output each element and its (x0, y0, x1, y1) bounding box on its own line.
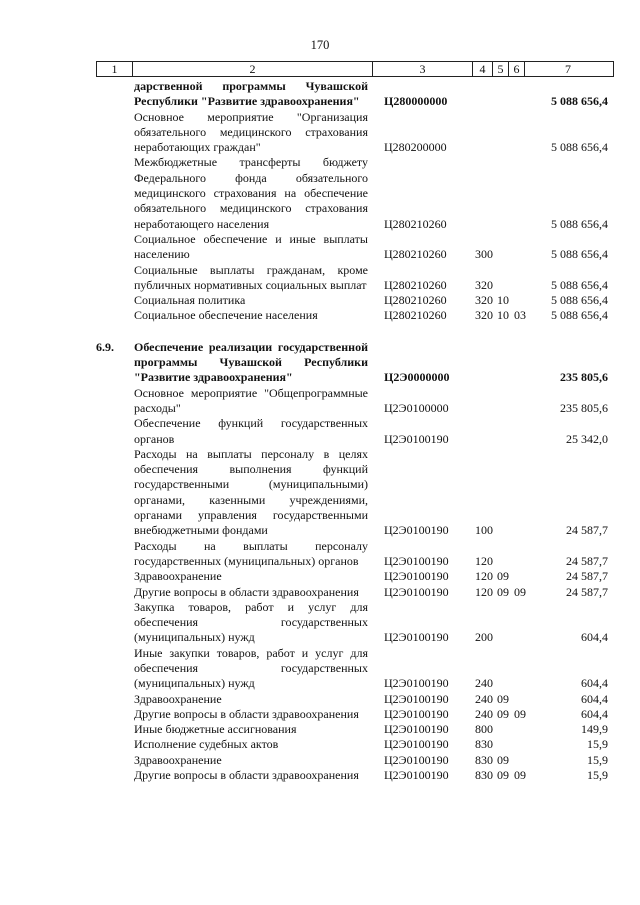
row-description: Расходы на выплаты персоналу в целях обеспечения выполнения функций государственными (муниципальными) органами, казенными учреждениями, органами управления государственными внебюджетными фондами (134, 446, 368, 538)
row-code: Ц2Э0100190 (384, 752, 449, 767)
row-sum: 235 805,6 (560, 400, 608, 415)
row-code: Ц280000000 (384, 94, 448, 109)
row-sum: 5 088 656,4 (551, 94, 608, 109)
table-row (0, 293, 640, 308)
row-description: Закупка товаров, работ и услуг для обеспечения государственных (муниципальных) нужд (134, 599, 368, 645)
header-col-5: 5 (493, 62, 509, 76)
budget-table (0, 79, 640, 783)
table-row (0, 539, 640, 570)
row-code: Ц280210260 (384, 247, 447, 262)
row-code: Ц2Э0100190 (384, 431, 449, 446)
row-vr: 320 (475, 277, 493, 292)
row-code: Ц280210260 (384, 308, 447, 323)
row-sum: 5 088 656,4 (551, 277, 608, 292)
table-row (0, 600, 640, 646)
row-sum: 604,4 (581, 630, 608, 645)
row-description: Обеспечение реализации государственной программы Чувашской Республики "Развитие здравоохранения" (134, 339, 368, 385)
table-row (0, 340, 640, 386)
row-vr: 830 (475, 737, 493, 752)
header-col-6: 6 (509, 62, 525, 76)
row-vr: 240 (475, 676, 493, 691)
row-code: Ц280200000 (384, 140, 447, 155)
table-row (0, 308, 640, 323)
table-row (0, 79, 640, 110)
row-code: Ц2Э0100190 (384, 691, 449, 706)
row-sum: 149,9 (581, 722, 608, 737)
row-sum: 5 088 656,4 (551, 216, 608, 231)
table-row (0, 110, 640, 156)
row-code: Ц2Э0100190 (384, 553, 449, 568)
row-rz: 10 (497, 308, 509, 323)
row-rz: 09 (497, 691, 509, 706)
row-code: Ц2Э0000000 (384, 370, 450, 385)
row-description: Основное мероприятие "Общепрограммные расходы" (134, 385, 368, 415)
table-row (0, 753, 640, 768)
table-row (0, 707, 640, 722)
row-sum: 24 587,7 (566, 523, 608, 538)
row-code: Ц280210260 (384, 277, 447, 292)
row-code: Ц2Э0100190 (384, 523, 449, 538)
row-code: Ц2Э0100190 (384, 706, 449, 721)
row-description: Социальное обеспечение населения (134, 308, 318, 323)
row-description: Здравоохранение (134, 569, 222, 584)
row-code: Ц2Э0100190 (384, 676, 449, 691)
table-header (96, 61, 614, 77)
table-row (0, 569, 640, 584)
row-vr: 240 (475, 706, 493, 721)
table-row (0, 585, 640, 600)
row-description: Социальное обеспечение и иные выплаты населению (134, 231, 368, 262)
row-sum: 15,9 (587, 737, 608, 752)
row-description: Основное мероприятие "Организация обязательного медицинского страхования неработающих граждан" (134, 109, 368, 155)
table-row (0, 263, 640, 294)
row-sum: 15,9 (587, 768, 608, 783)
row-description: дарственной программы Чувашской Республики "Развитие здравоохранения" (134, 79, 368, 109)
table-row (0, 692, 640, 707)
row-vr: 830 (475, 768, 493, 783)
row-description: Другие вопросы в области здравоохранения (134, 584, 359, 599)
row-vr: 120 (475, 584, 493, 599)
row-rz: 09 (497, 584, 509, 599)
row-code: Ц2Э0100000 (384, 400, 449, 415)
row-code: Ц2Э0100190 (384, 630, 449, 645)
header-col-2: 2 (133, 62, 373, 76)
row-vr: 120 (475, 553, 493, 568)
table-row (0, 155, 640, 231)
row-rz: 09 (497, 768, 509, 783)
row-code: Ц2Э0100190 (384, 737, 449, 752)
row-sum: 5 088 656,4 (551, 247, 608, 262)
row-description: Здравоохранение (134, 691, 222, 706)
row-vr: 830 (475, 752, 493, 767)
row-sum: 24 587,7 (566, 584, 608, 599)
row-sum: 235 805,6 (560, 370, 608, 385)
row-description: Другие вопросы в области здравоохранения (134, 706, 359, 721)
row-code: Ц280210260 (384, 216, 447, 231)
row-sum: 604,4 (581, 706, 608, 721)
row-vr: 120 (475, 569, 493, 584)
row-vr: 300 (475, 247, 493, 262)
table-row (0, 768, 640, 783)
row-description: Исполнение судебных актов (134, 737, 279, 752)
table-row (0, 722, 640, 737)
row-vr: 320 (475, 308, 493, 323)
row-description: Обеспечение функций государственных органов (134, 416, 368, 446)
row-sum: 25 342,0 (566, 431, 608, 446)
row-description: Межбюджетные трансферты бюджету Федерального фонда обязательного медицинского страхования на обеспечение обязательного медицинского страхования неработающего населения (134, 155, 368, 231)
header-col-4: 4 (473, 62, 493, 76)
table-row (0, 232, 640, 263)
row-sum: 604,4 (581, 676, 608, 691)
row-description: Социальная политика (134, 293, 246, 308)
row-sum: 24 587,7 (566, 569, 608, 584)
row-vr: 100 (475, 523, 493, 538)
row-code: Ц2Э0100190 (384, 584, 449, 599)
row-code: Ц280210260 (384, 293, 447, 308)
row-pr: 09 (514, 768, 526, 783)
row-rz: 09 (497, 569, 509, 584)
row-description: Другие вопросы в области здравоохранения (134, 768, 359, 783)
row-sum: 15,9 (587, 752, 608, 767)
row-sum: 604,4 (581, 691, 608, 706)
row-sum: 5 088 656,4 (551, 308, 608, 323)
table-row (0, 737, 640, 752)
row-pr: 09 (514, 706, 526, 721)
row-pr: 09 (514, 584, 526, 599)
row-number: 6.9. (96, 339, 114, 354)
page-number: 170 (310, 38, 330, 52)
table-row (0, 447, 640, 539)
row-rz: 09 (497, 706, 509, 721)
section-spacer (0, 324, 640, 340)
row-description: Иные бюджетные ассигнования (134, 722, 297, 737)
table-row (0, 416, 640, 447)
row-description: Иные закупки товаров, работ и услуг для обеспечения государственных (муниципальных) нужд (134, 645, 368, 691)
row-description: Расходы на выплаты персоналу государственных (муниципальных) органов (134, 538, 368, 568)
row-code: Ц2Э0100190 (384, 768, 449, 783)
row-description: Здравоохранение (134, 752, 222, 767)
header-col-3: 3 (373, 62, 473, 76)
row-vr: 800 (475, 722, 493, 737)
header-col-1: 1 (97, 62, 133, 76)
row-sum: 5 088 656,4 (551, 293, 608, 308)
row-vr: 320 (475, 293, 493, 308)
row-vr: 200 (475, 630, 493, 645)
row-code: Ц2Э0100190 (384, 722, 449, 737)
row-description: Социальные выплаты гражданам, кроме публичных нормативных социальных выплат (134, 262, 368, 292)
row-vr: 240 (475, 691, 493, 706)
table-row (0, 646, 640, 692)
row-pr: 03 (514, 308, 526, 323)
header-col-7: 7 (565, 62, 571, 76)
row-sum: 24 587,7 (566, 553, 608, 568)
row-sum: 5 088 656,4 (551, 140, 608, 155)
row-rz: 10 (497, 293, 509, 308)
row-code: Ц2Э0100190 (384, 569, 449, 584)
row-rz: 09 (497, 752, 509, 767)
table-row (0, 386, 640, 417)
